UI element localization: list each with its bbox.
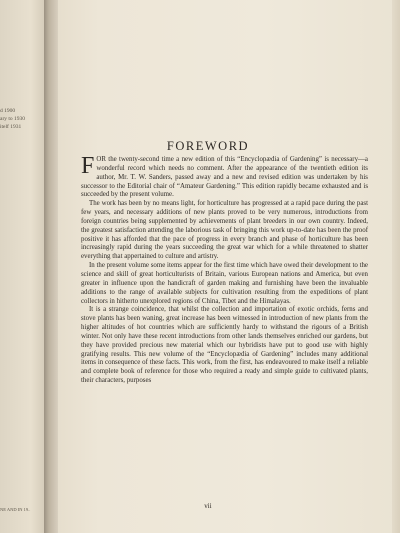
left-page-fragment: NE AND IN 19.. <box>0 507 31 512</box>
page-number: vii <box>204 502 212 510</box>
left-page-fragment: d 1900 <box>0 108 16 114</box>
page-edge <box>392 0 400 533</box>
paragraph: The work has been by no means light, for horticulture has progressed at a rapid pace during the past few years, and necessary additions of new plants proved to be very numerous, introductions from foreign countries being supplemented by achievements of plant breeders in our own country. Indeed, the greatest satisfaction attending the laborious task of bringing this work up-to-date has been the proof positive it has afforded that the pace of progress in every branch and phase of horticulture has been increasingly rapid during the years succeeding the great war which for a while threatened to shatter everything that appertained to culture and artistry. <box>81 200 368 261</box>
page-title: FOREWORD <box>166 139 250 153</box>
left-page-fragment: itelf 1931 <box>0 124 22 130</box>
book-gutter <box>44 0 58 533</box>
left-page <box>0 0 44 533</box>
drop-cap: F <box>81 153 95 179</box>
paragraph-text: OR the twenty-second time a new edition of this “Encyclopædia of Gardening” is necessary—a wonderful record which needs no comment. After the appearance of the twentieth edition its author, Mr. T. W. Sanders, passed away and a new and revised edition was undertaken by his successor to the Editorial chair of “Amateur Gardening.” This edition rapidly became exhausted and is succeeded by the present volume. <box>81 156 368 199</box>
paragraph: It is a strange coincidence, that whilst the collection and importation of exotic orchids, ferns and stove plants has been waning, great increase has been witnessed in introduction of new plants from the higher altitudes of hot countries which are sufficiently hardy to withstand the rigours of a British winter. Not only have these recent introductions from other lands themselves enriched our gardens, but they have provided precious new material which our hybridists have put to good use with highly gratifying results. This new volume of the “Encyclopædia of Gardening” includes many additional items in consequence of these facts. This work, from the first, has endeavoured to make itself a reliable and complete book of reference for those who required a ready and simple guide to cultivated plants, their characters, purposes <box>81 306 368 385</box>
paragraph: In the present volume some items appear for the first time which have owed their development to the science and skill of great horticulturists of Britain, various European nations and America, but even greater in influence upon the handicraft of garden making and furnishing have been the invaluable additions to the range of available subjects for cultivation resulting from the expeditions of plant collectors in hitherto unexplored regions of China, Tibet and the Himalayas. <box>81 262 368 305</box>
foreword-body <box>81 153 368 386</box>
left-page-fragment: ary to 1930 <box>0 116 26 122</box>
paragraph <box>81 153 368 200</box>
